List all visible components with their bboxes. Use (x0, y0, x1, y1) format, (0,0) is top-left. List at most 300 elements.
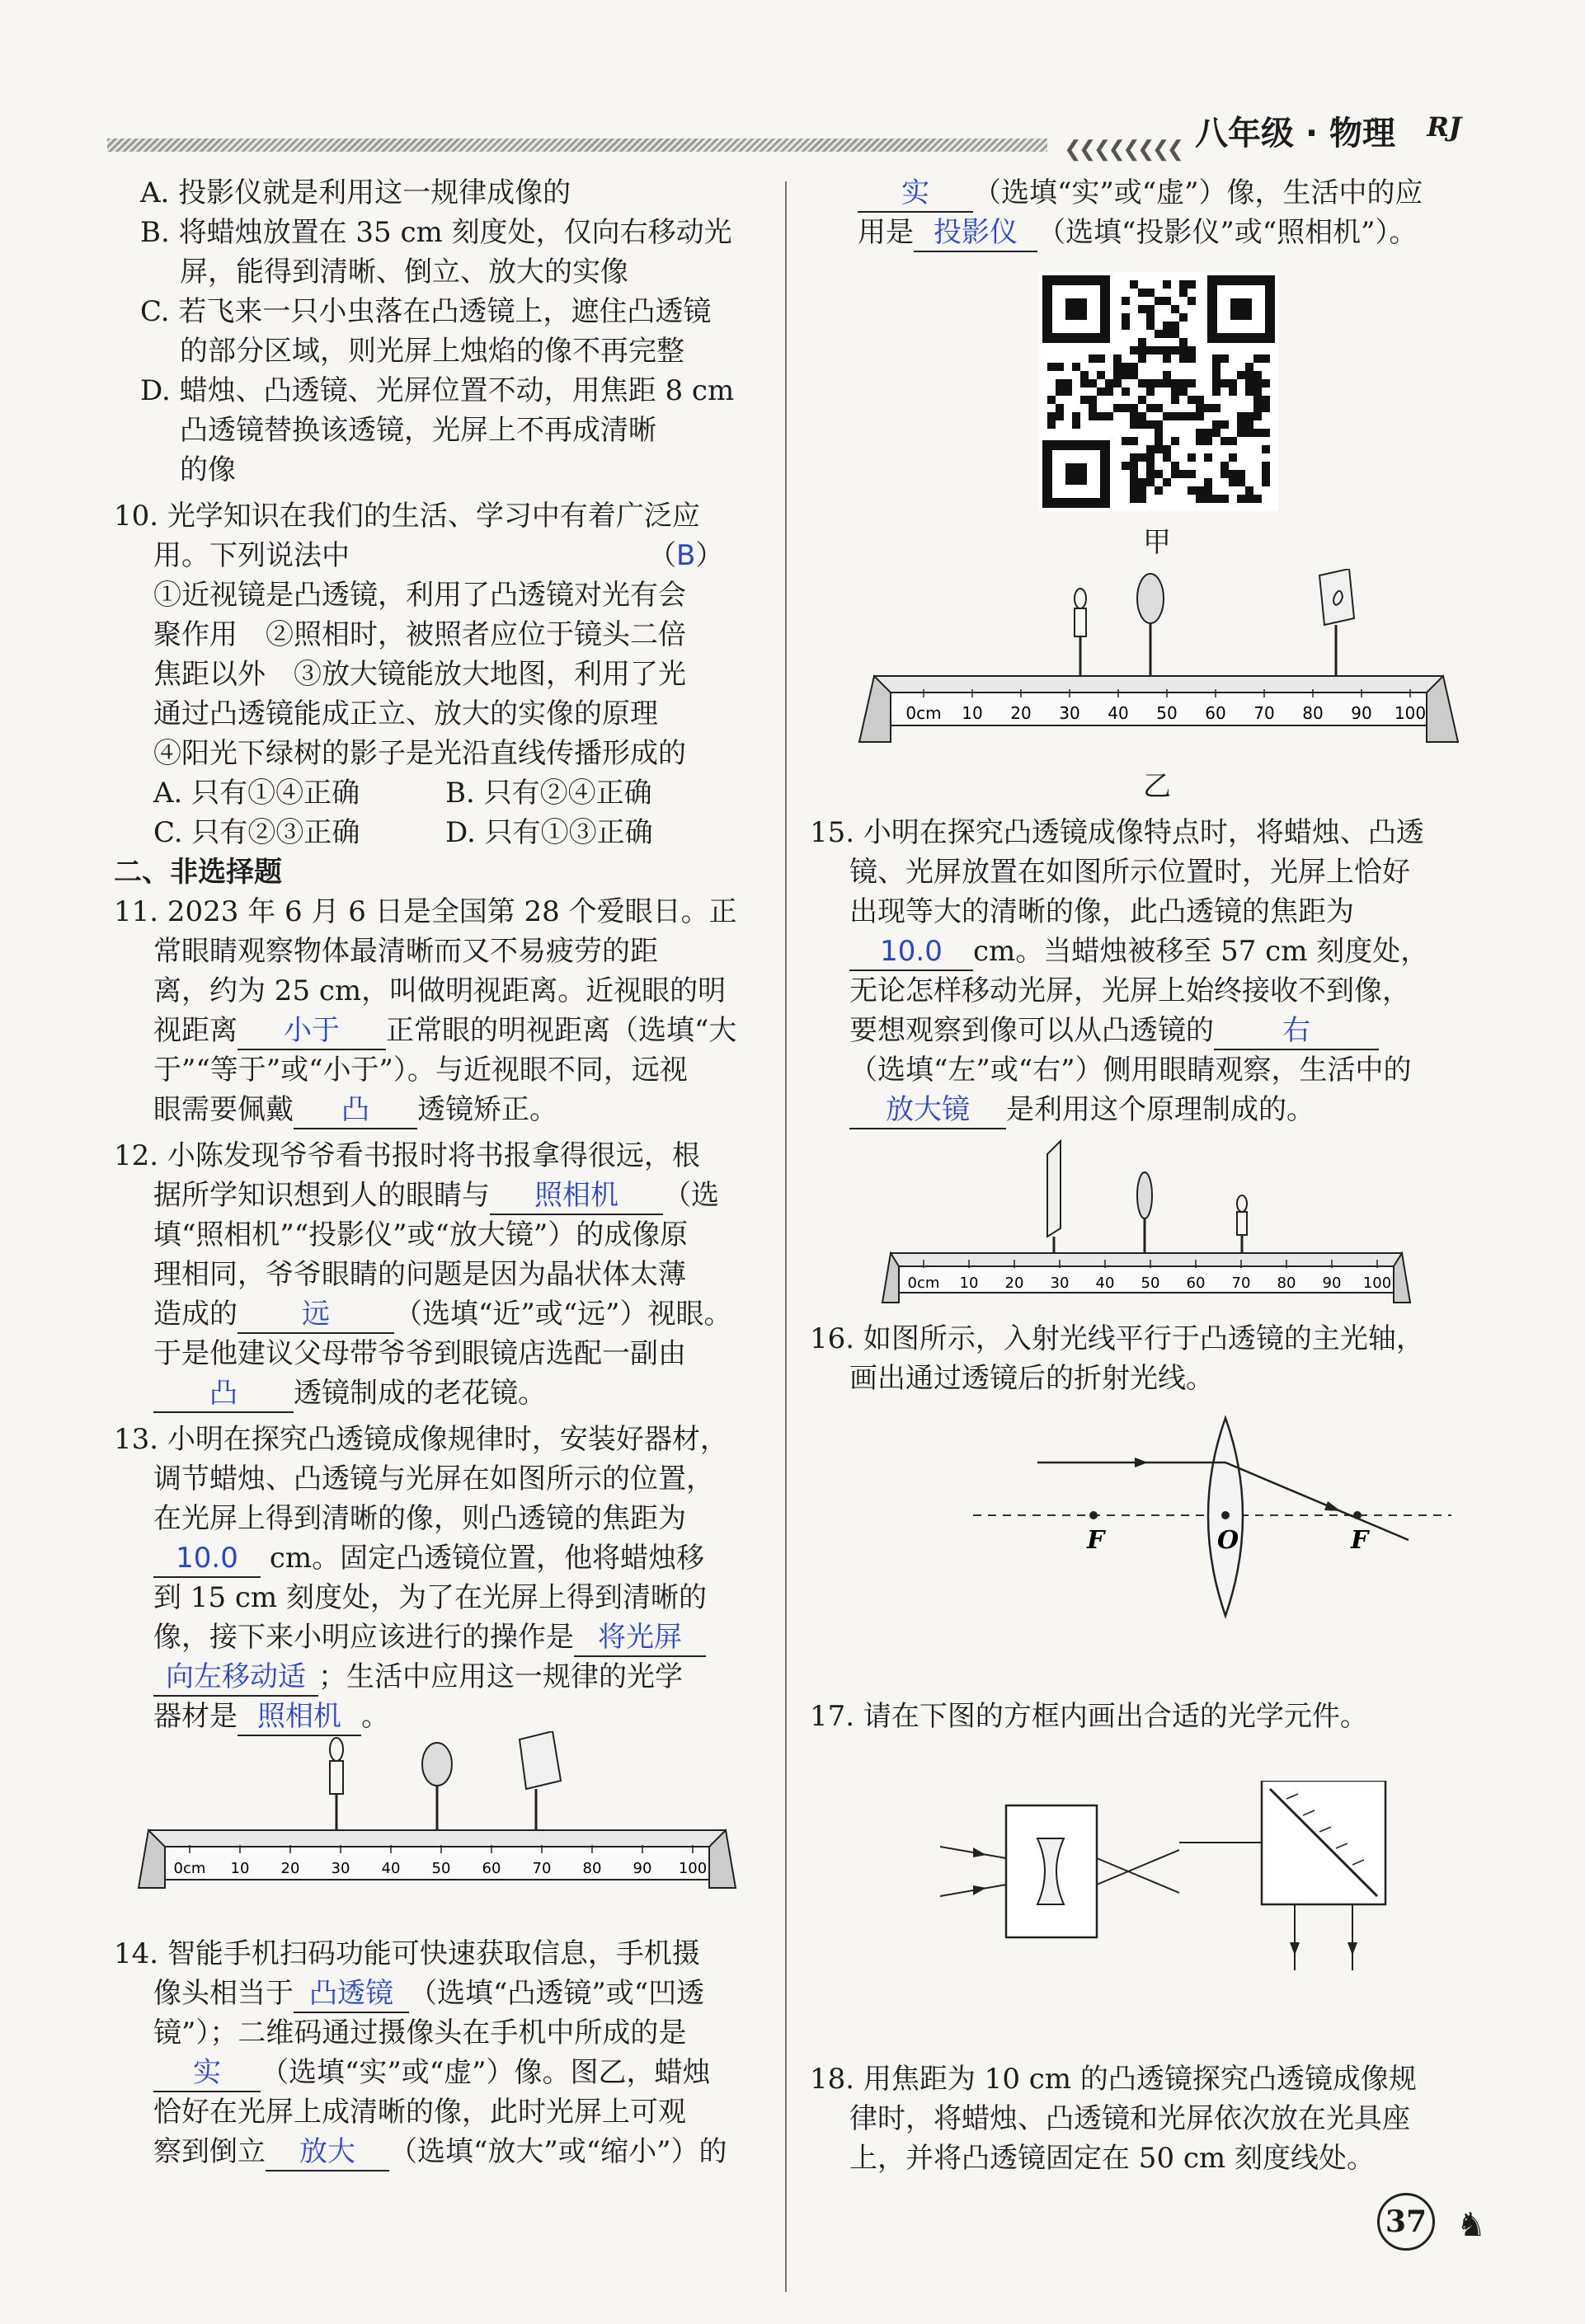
qr-module (1146, 470, 1155, 478)
q11-stem: 11. 2023 年 6 月 6 日是全国第 28 个爱眼日。正 (114, 895, 737, 928)
q13-blank3[interactable]: 照相机 (238, 1698, 361, 1736)
qr-module (1188, 396, 1196, 404)
qr-module (1146, 445, 1155, 453)
qr-module (1188, 486, 1196, 495)
q13-line7: 向左移动适 ；生活中应用这一规律的光学 (153, 1657, 683, 1697)
qr-module (1089, 354, 1097, 363)
q10-option-b: B. 只有②④正确 (445, 777, 652, 810)
q14-stem: 14. 智能手机扫码功能可快速获取信息，手机摄 (114, 1937, 700, 1970)
q14-tick-label: 50 (1156, 703, 1178, 723)
qr-module (1080, 379, 1089, 387)
q14-line4: 实 （选填“实”或“虚”）像。图乙，蜡烛 (153, 2053, 711, 2092)
q12-line2: 据所学知识想到人的眼睛与 照相机 （选 (153, 1176, 719, 1215)
q16-stem: 16. 如图所示，入射光线平行于凸透镜的主光轴， (810, 1322, 1424, 1355)
qr-module (1229, 470, 1237, 478)
qr-module (1089, 412, 1097, 420)
qr-module (1196, 495, 1204, 503)
qr-module (1229, 379, 1237, 387)
qr-module (1262, 462, 1270, 470)
q15-tick-label: 20 (1004, 1275, 1024, 1292)
q9-option-c-cont: 的部分区域，则光屏上烛焰的像不再完整 (180, 335, 684, 368)
qr-module (1146, 387, 1155, 396)
q12-line6: 于是他建议父母带爷爷到眼镜店选配一副由 (153, 1337, 686, 1370)
qr-module (1229, 478, 1237, 486)
qr-module (1138, 486, 1146, 495)
qr-module (1080, 396, 1089, 404)
qr-module (1122, 437, 1130, 445)
q14-tick-label: 80 (1302, 703, 1324, 723)
q13-blank1[interactable]: 10.0 (153, 1540, 261, 1578)
qr-module (1245, 420, 1253, 429)
q9-option-b: B. 将蜡烛放置在 35 cm 刻度处，仅向右移动光 (140, 216, 732, 249)
q12-line3: 填“照相机”“投影仪”或“放大镜”）的成像原 (153, 1218, 689, 1251)
qr-module (1220, 437, 1229, 445)
qr-module (1130, 486, 1138, 495)
qr-module (1179, 280, 1188, 289)
qr-module (1212, 371, 1220, 379)
qr-module (1171, 437, 1179, 445)
qr-module (1155, 486, 1163, 495)
q12-line4: 理相同，爷爷眼睛的问题是因为晶状体太薄 (153, 1258, 686, 1291)
q13-candle (330, 1738, 343, 1830)
q15-line2: 镜、光屏放置在如图所示位置时，光屏上恰好 (849, 856, 1410, 889)
q15-tick-label: 90 (1322, 1275, 1342, 1292)
qr-module (1138, 396, 1146, 404)
q10-answer: B (676, 539, 696, 572)
qr-module (1130, 371, 1138, 379)
qr-module (1171, 346, 1179, 354)
qr-module (1204, 429, 1212, 437)
qr-module (1245, 379, 1253, 387)
q15-blank2[interactable]: 右 (1214, 1012, 1379, 1050)
q13-optical-bench-figure (132, 1731, 742, 1921)
q15-line6: 要想观察到像可以从凸透镜的 右 (849, 1011, 1379, 1050)
qr-code-image (1039, 272, 1278, 511)
qr-module (1163, 453, 1171, 462)
q13-lens (422, 1743, 452, 1830)
qr-module (1130, 404, 1138, 412)
qr-module (1196, 429, 1204, 437)
q9-option-a: A. 投影仪就是利用这一规律成像的 (140, 176, 571, 209)
q15-tick-label: 60 (1186, 1275, 1206, 1292)
qr-module (1188, 280, 1196, 289)
qr-module (1204, 478, 1212, 486)
qr-module (1163, 330, 1171, 338)
qr-module (1113, 404, 1122, 412)
qr-module (1204, 486, 1212, 495)
qr-module (1179, 412, 1188, 420)
qr-module (1122, 313, 1130, 322)
qr-module (1146, 313, 1155, 322)
qr-module (1179, 379, 1188, 387)
qr-module (1064, 387, 1072, 396)
qr-module (1188, 412, 1196, 420)
qr-module (1130, 453, 1138, 462)
q14-tick-label: 60 (1205, 703, 1226, 723)
qr-module (1146, 462, 1155, 470)
qr-module (1212, 404, 1220, 412)
qr-module (1138, 453, 1146, 462)
qr-module (1138, 289, 1146, 297)
qr-module (1105, 387, 1113, 396)
q14-line5: 恰好在光屏上成清晰的像，此时光屏上可观 (153, 2096, 686, 2129)
q15-screen (1047, 1141, 1061, 1253)
qr-module (1138, 420, 1146, 429)
qr-module (1163, 354, 1171, 363)
q13-tick-label: 0cm (173, 1860, 206, 1877)
qr-module (1113, 379, 1122, 387)
q16-lens-diagram (973, 1401, 1451, 1632)
qr-module (1171, 412, 1179, 420)
q13-tick-label: 30 (331, 1860, 350, 1877)
qr-module (1163, 478, 1171, 486)
q15-line7: （选填“左”或“右”）侧用眼睛观察，生活中的 (849, 1054, 1412, 1087)
qr-module (1212, 387, 1220, 396)
q12-line5: 造成的 远 （选填“近”或“远”）视眼。 (153, 1294, 732, 1334)
refracted-ray (1225, 1462, 1409, 1540)
qr-module (1253, 429, 1262, 437)
qr-module (1262, 470, 1270, 478)
section-title: 二、非选择题 (114, 856, 282, 889)
q12-stem: 12. 小陈发现爷爷看书报时将书报拿得很远，根 (114, 1139, 700, 1172)
qr-module (1171, 396, 1179, 404)
qr-module (1253, 495, 1262, 503)
figure-label-yi: 乙 (1143, 770, 1171, 803)
qr-module (1113, 354, 1122, 363)
qr-module (1097, 412, 1105, 420)
qr-module (1188, 346, 1196, 354)
qr-module (1113, 371, 1122, 379)
qr-module (1171, 322, 1179, 330)
q13-tick-label: 90 (633, 1860, 652, 1877)
header-badge: RJ (1427, 111, 1461, 143)
qr-module (1097, 371, 1105, 379)
qr-module (1204, 404, 1212, 412)
q14-blank4[interactable]: 实 (858, 175, 973, 213)
qr-module (1146, 305, 1155, 313)
q15-tick-label: 30 (1050, 1275, 1070, 1292)
qr-module (1130, 280, 1138, 289)
qr-module (1253, 354, 1262, 363)
q10-stem-cont: 用。下列说法中 (153, 539, 350, 572)
qr-module (1212, 354, 1220, 363)
qr-module (1146, 322, 1155, 330)
qr-module (1237, 371, 1245, 379)
qr-module (1138, 305, 1146, 313)
q15-line3: 出现等大的清晰的像，此凸透镜的焦距为 (849, 895, 1354, 928)
qr-module (1122, 322, 1130, 330)
q13-line8: 器材是 照相机 。 (153, 1697, 389, 1736)
qr-module (1155, 330, 1163, 338)
qr-module (1245, 486, 1253, 495)
qr-module (1130, 412, 1138, 420)
qr-module (1237, 429, 1245, 437)
q10-item3: 焦距以外 ③放大镜能放大地图，利用了光 (153, 658, 686, 691)
qr-module (1196, 412, 1204, 420)
qr-module (1163, 280, 1171, 289)
qr-module (1204, 495, 1212, 503)
qr-module (1122, 387, 1130, 396)
q16-line2: 画出通过透镜后的折射光线。 (849, 1362, 1214, 1395)
qr-module (1155, 379, 1163, 387)
q10-option-d: D. 只有①③正确 (445, 816, 653, 849)
qr-module (1146, 420, 1155, 429)
qr-module (1056, 387, 1064, 396)
qr-module (1237, 478, 1245, 486)
qr-module (1130, 420, 1138, 429)
q13-tick-label: 80 (582, 1860, 602, 1877)
q14-blank3[interactable]: 放大 (266, 2134, 389, 2171)
qr-module (1204, 453, 1212, 462)
header-band (107, 139, 1047, 152)
q14-tick-label: 20 (1010, 703, 1032, 723)
q18-line3: 上，并将凸透镜固定在 50 cm 刻度线处。 (849, 2142, 1375, 2175)
qr-module (1130, 346, 1138, 354)
qr-module (1138, 478, 1146, 486)
q11-line2: 常眼睛观察物体最清晰而又不易疲劳的距 (153, 935, 658, 968)
q11-line3: 离，约为 25 cm，叫做明视距离。近视眼的明 (153, 974, 727, 1007)
q9-option-d: D. 蜡烛、凸透镜、光屏位置不动，用焦距 8 cm (140, 374, 735, 407)
qr-module (1072, 412, 1080, 420)
qr-module (1171, 330, 1179, 338)
q13-blank2a[interactable]: 将光屏 (574, 1619, 706, 1657)
q13-tick-label: 20 (280, 1860, 300, 1877)
qr-module (1188, 297, 1196, 305)
qr-module (1220, 495, 1229, 503)
qr-module (1056, 412, 1064, 420)
qr-module (1179, 289, 1188, 297)
qr-module (1212, 420, 1220, 429)
qr-module (1130, 470, 1138, 478)
q15-candle (1237, 1195, 1247, 1253)
q12-blank3[interactable]: 凸 (153, 1375, 294, 1413)
q15-tick-label: 50 (1141, 1275, 1160, 1292)
q13-screen (520, 1731, 561, 1830)
qr-module (1072, 420, 1080, 429)
q15-blank1[interactable]: 10.0 (849, 933, 973, 971)
incident-ray-arrow-icon (1135, 1458, 1148, 1467)
qr-module (1229, 453, 1237, 462)
qr-module (1245, 363, 1253, 371)
qr-module (1138, 346, 1146, 354)
qr-module (1163, 346, 1171, 354)
qr-module (1056, 404, 1064, 412)
q13-blank2b[interactable]: 向左移动适 (153, 1659, 318, 1697)
qr-module (1237, 495, 1245, 503)
q13-tick-label: 70 (532, 1860, 552, 1877)
qr-module (1122, 363, 1130, 371)
qr-module (1253, 396, 1262, 404)
q14-candle (1075, 589, 1086, 676)
q15-tick-label: 100 (1362, 1275, 1392, 1292)
q9-option-d-cont: 凸透镜替换该透镜，光屏上不再成清晰 (180, 414, 656, 447)
q14-blank2[interactable]: 实 (153, 2054, 261, 2092)
qr-module (1163, 445, 1171, 453)
qr-module (1105, 379, 1113, 387)
qr-module (1253, 404, 1262, 412)
q14-tick-label: 100 (1394, 703, 1427, 723)
qr-module (1220, 462, 1229, 470)
qr-module (1064, 379, 1072, 387)
q18-stem: 18. 用焦距为 10 cm 的凸透镜探究凸透镜成像规 (810, 2063, 1417, 2096)
q13-tick-label: 10 (230, 1860, 250, 1877)
q15-blank3[interactable]: 放大镜 (849, 1092, 1006, 1129)
qr-module (1130, 363, 1138, 371)
qr-module (1253, 371, 1262, 379)
qr-module (1047, 412, 1056, 420)
header-title: 八年级 · 物理 (1194, 115, 1395, 153)
qr-module (1097, 387, 1105, 396)
qr-module (1138, 495, 1146, 503)
qr-module (1146, 404, 1155, 412)
qr-module (1179, 313, 1188, 322)
qr-module (1245, 387, 1253, 396)
qr-module (1047, 396, 1056, 404)
q14-tick-label: 40 (1108, 703, 1129, 723)
qr-module (1171, 462, 1179, 470)
qr-module (1047, 420, 1056, 429)
qr-module (1188, 354, 1196, 363)
qr-module (1262, 478, 1270, 486)
qr-module (1196, 404, 1204, 412)
q13-line6: 像，接下来小明应该进行的操作是 将光屏 (153, 1617, 706, 1657)
qr-module (1262, 445, 1270, 453)
qr-module (1188, 379, 1196, 387)
qr-module (1237, 470, 1245, 478)
qr-module (1196, 396, 1204, 404)
q14-tick-label: 0cm (905, 703, 942, 723)
q13-tick-label: 100 (678, 1860, 708, 1877)
qr-module (1130, 462, 1138, 470)
q11-blank1[interactable]: 小于 (238, 1012, 386, 1050)
q15-tick-label: 10 (959, 1275, 979, 1292)
qr-module (1220, 379, 1229, 387)
q14-right-line1: 实 （选填“实”或“虚”）像，生活中的应 (858, 173, 1423, 213)
q13-line5: 到 15 cm 刻度处，为了在光屏上得到清晰的 (153, 1581, 707, 1614)
qr-module (1163, 379, 1171, 387)
q14-line6: 察到倒立 放大 （选填“放大”或“缩小”）的 (153, 2132, 727, 2171)
figure-label-jia: 甲 (1143, 526, 1171, 559)
qr-module (1262, 396, 1270, 404)
q15-line8: 放大镜 是利用这个原理制成的。 (849, 1090, 1315, 1129)
optical-center-label: O (1217, 1526, 1239, 1555)
qr-module (1220, 420, 1229, 429)
qr-module (1163, 322, 1171, 330)
q14-blank1[interactable]: 凸透镜 (294, 1975, 409, 2013)
q18-line2: 律时，将蜡烛、凸透镜和光屏依次放在光具座 (849, 2102, 1410, 2135)
qr-module (1163, 371, 1171, 379)
qr-module (1179, 346, 1188, 354)
q9-option-c: C. 若飞来一只小虫落在凸透镜上，遮住凸透镜 (140, 295, 712, 328)
qr-module (1171, 379, 1179, 387)
page-number: 37 (1377, 2193, 1435, 2251)
qr-module (1253, 379, 1262, 387)
focal-point-left-label: F (1087, 1526, 1105, 1555)
q13-tick-label: 50 (431, 1860, 451, 1877)
q11-blank2[interactable]: 凸 (294, 1092, 417, 1129)
qr-module (1155, 445, 1163, 453)
qr-module (1146, 289, 1155, 297)
qr-module (1229, 387, 1237, 396)
qr-module (1253, 387, 1262, 396)
qr-module (1080, 371, 1089, 379)
qr-module (1155, 420, 1163, 429)
qr-module (1146, 453, 1155, 462)
qr-module (1138, 338, 1146, 346)
qr-module (1130, 437, 1138, 445)
q10-item1: ①近视镜是凸透镜，利用了凸透镜对光有会 (153, 579, 686, 612)
qr-module (1155, 297, 1163, 305)
qr-module (1155, 470, 1163, 478)
qr-module (1130, 478, 1138, 486)
qr-module (1122, 404, 1130, 412)
mascot-icon: ♞ (1456, 2206, 1486, 2244)
q10-item4: ④阳光下绿树的影子是光沿直线传播形成的 (153, 737, 686, 770)
refracted-ray-arrow-icon (1324, 1501, 1341, 1511)
qr-module (1155, 437, 1163, 445)
q14-tick-label: 30 (1059, 703, 1080, 723)
q15-line5: 无论怎样移动光屏，光屏上始终接收不到像， (849, 974, 1410, 1007)
q13-tick-label: 40 (381, 1860, 401, 1877)
qr-module (1212, 429, 1220, 437)
q11-line6: 眼需要佩戴 凸 透镜矫正。 (153, 1090, 557, 1129)
qr-module (1179, 338, 1188, 346)
q13-bench-rail (148, 1830, 726, 1847)
q14-screen (1319, 569, 1354, 676)
qr-module (1179, 470, 1188, 478)
qr-module (1113, 363, 1122, 371)
q15-stem: 15. 小明在探究凸透镜成像特点时，将蜡烛、凸透 (810, 816, 1424, 849)
q10-item2: 聚作用 ②照相时，被照者应位于镜头二倍 (153, 618, 686, 651)
qr-module (1089, 379, 1097, 387)
q14-optical-bench-figure (841, 569, 1468, 758)
q17-optics-diagram (940, 1781, 1451, 1979)
q12-blank2[interactable]: 远 (238, 1296, 394, 1334)
q15-lens (1137, 1172, 1152, 1253)
qr-module (1130, 495, 1138, 503)
q14-blank5[interactable]: 投影仪 (914, 214, 1037, 252)
qr-module (1262, 404, 1270, 412)
qr-module (1245, 495, 1253, 503)
qr-module (1122, 462, 1130, 470)
qr-module (1262, 379, 1270, 387)
column-divider (785, 181, 787, 2292)
qr-module (1105, 412, 1113, 420)
q15-tick-label: 40 (1095, 1275, 1115, 1292)
qr-module (1204, 437, 1212, 445)
q13-line2: 调节蜡烛、凸透镜与光屏在如图所示的位置， (153, 1462, 714, 1495)
qr-module (1196, 437, 1204, 445)
qr-module (1245, 412, 1253, 420)
qr-module (1163, 297, 1171, 305)
qr-module (1245, 429, 1253, 437)
qr-module (1146, 478, 1155, 486)
qr-module (1171, 387, 1179, 396)
q14-tick-label: 90 (1351, 703, 1372, 723)
q14-tick-label: 10 (962, 703, 983, 723)
qr-module (1155, 429, 1163, 437)
qr-module (1089, 396, 1097, 404)
q17-stem: 17. 请在下图的方框内画出合适的光学元件。 (810, 1700, 1368, 1733)
q9-option-d-cont2: 的像 (180, 453, 236, 486)
q14-line3: 镜”）；二维码通过摄像头在手机中所成的是 (153, 2016, 687, 2049)
qr-module (1253, 412, 1262, 420)
q12-blank1[interactable]: 照相机 (490, 1177, 663, 1215)
q12-line7: 凸 透镜制成的老花镜。 (153, 1373, 546, 1413)
qr-module (1188, 453, 1196, 462)
qr-module (1138, 379, 1146, 387)
qr-module (1072, 363, 1080, 371)
